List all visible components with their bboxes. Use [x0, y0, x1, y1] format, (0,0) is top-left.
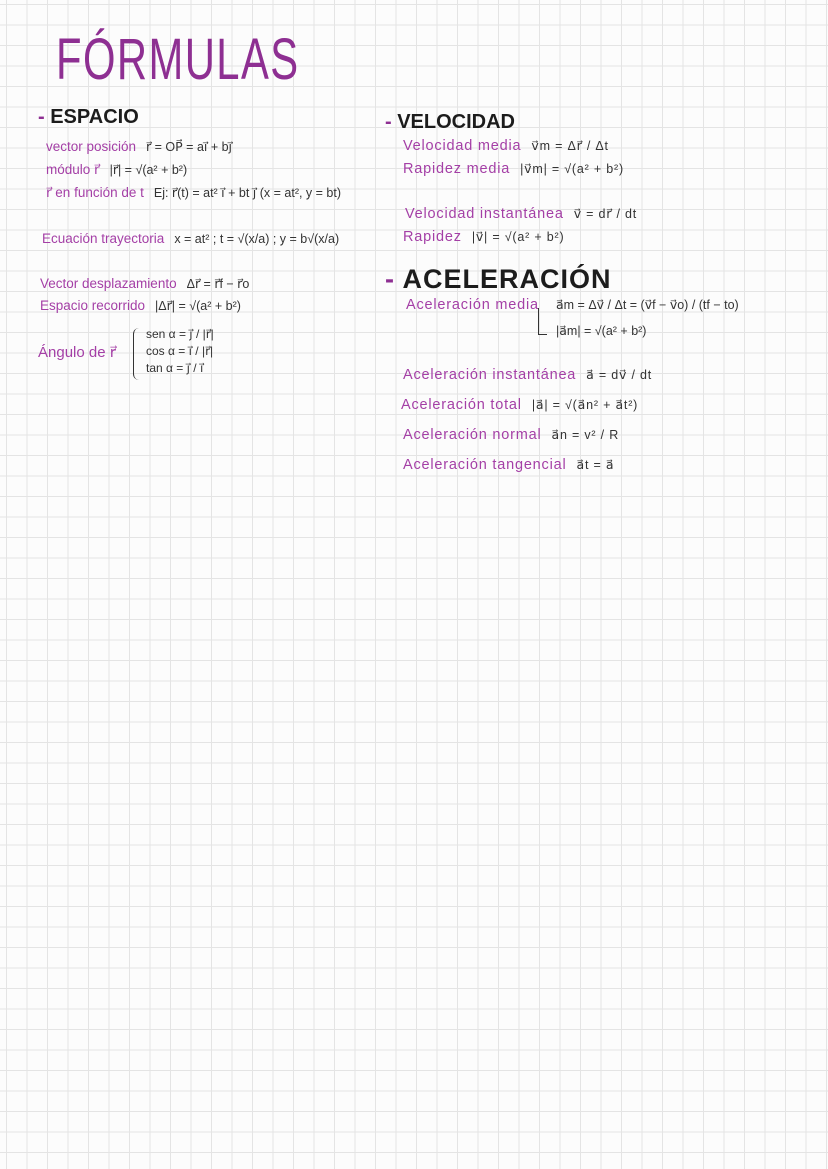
brace [133, 328, 142, 380]
formula-row [403, 229, 564, 245]
formula-row [42, 231, 339, 246]
formula-row [403, 138, 609, 154]
formula: v⃗ = dr⃗ / dt [573, 207, 638, 221]
formula: v⃗m = Δr⃗ / Δt [531, 139, 609, 153]
formula: a⃗n = v² / R [551, 428, 620, 442]
formula-label: módulo r⃗ [46, 162, 100, 177]
formula-label: vector posición [46, 139, 137, 154]
heading-text: ACELERACIÓN [402, 264, 612, 294]
aceleracion-media-label: Aceleración media [406, 297, 539, 313]
page-title: FÓRMULAS [56, 27, 300, 92]
formula: Ej: r⃗(t) = at² i⃗ + bt j⃗ (x = at², y = bt) [153, 186, 342, 200]
formula-row [403, 427, 619, 443]
formula: r⃗ = OP⃗ = ai⃗ + bj⃗ [146, 140, 233, 154]
formula: |v⃗m| = √(a² + b²) [520, 162, 624, 176]
formula-label: Rapidez media [403, 161, 511, 177]
formula-row [405, 206, 637, 222]
angulo-cos: cos α = i⃗ / |r⃗| [146, 344, 214, 358]
formula-row [401, 397, 638, 413]
section-heading-aceleracion: - ACELERACIÓN [385, 264, 612, 294]
formula: a⃗ = dv⃗ / dt [586, 368, 653, 382]
angulo-label: Ángulo de r⃗ [38, 344, 116, 361]
formula-label: Aceleración tangencial [403, 457, 567, 473]
formula-row [403, 457, 614, 473]
formula-row [46, 162, 187, 178]
formula-label: Ecuación trayectoria [42, 231, 165, 246]
formula-row [46, 185, 341, 201]
formula-row [403, 367, 652, 383]
aceleracion-media-modulo: |a⃗m| = √(a² + b²) [556, 324, 647, 338]
formula-label: Aceleración normal [403, 427, 542, 443]
formula-label: Rapidez [403, 229, 462, 245]
heading-text: ESPACIO [50, 106, 139, 128]
formula-row [403, 161, 624, 177]
formula-label: Vector desplazamiento [40, 276, 177, 291]
formula-label: Aceleración instantánea [403, 367, 577, 383]
formula-label: Espacio recorrido [40, 298, 146, 313]
angulo-tan: tan α = j⃗ / i⃗ [146, 361, 204, 375]
formula-label: Aceleración total [401, 397, 522, 413]
formula-label: Velocidad instantánea [405, 206, 564, 222]
formula: Δr⃗ = r⃗f − r⃗o [186, 277, 250, 291]
formula: |a⃗| = √(a⃗n² + a⃗t²) [531, 398, 639, 412]
formula-row [40, 276, 249, 291]
heading-text: VELOCIDAD [397, 111, 516, 133]
formula-label: r⃗ en función de t [46, 185, 144, 200]
formula-row [46, 139, 232, 154]
formula: |r⃗| = √(a² + b²) [109, 163, 188, 177]
angulo-sen: sen α = j⃗ / |r⃗| [146, 327, 214, 341]
formula-label: Velocidad media [403, 138, 522, 154]
aceleracion-media-formula: a⃗m = Δv⃗ / Δt = (v⃗f − v⃗o) / (tf − to) [556, 298, 739, 312]
section-heading-velocidad: - VELOCIDAD [385, 111, 516, 133]
formula-row [40, 298, 241, 313]
formula: |Δr⃗| = √(a² + b²) [155, 299, 241, 313]
formula: |v⃗| = √(a² + b²) [471, 230, 565, 244]
section-heading-espacio: - ESPACIO [38, 106, 139, 128]
formula: x = at² ; t = √(x/a) ; y = b√(x/a) [174, 232, 340, 246]
branch-arrow [538, 308, 547, 335]
formula: a⃗t = a⃗ [576, 458, 615, 472]
